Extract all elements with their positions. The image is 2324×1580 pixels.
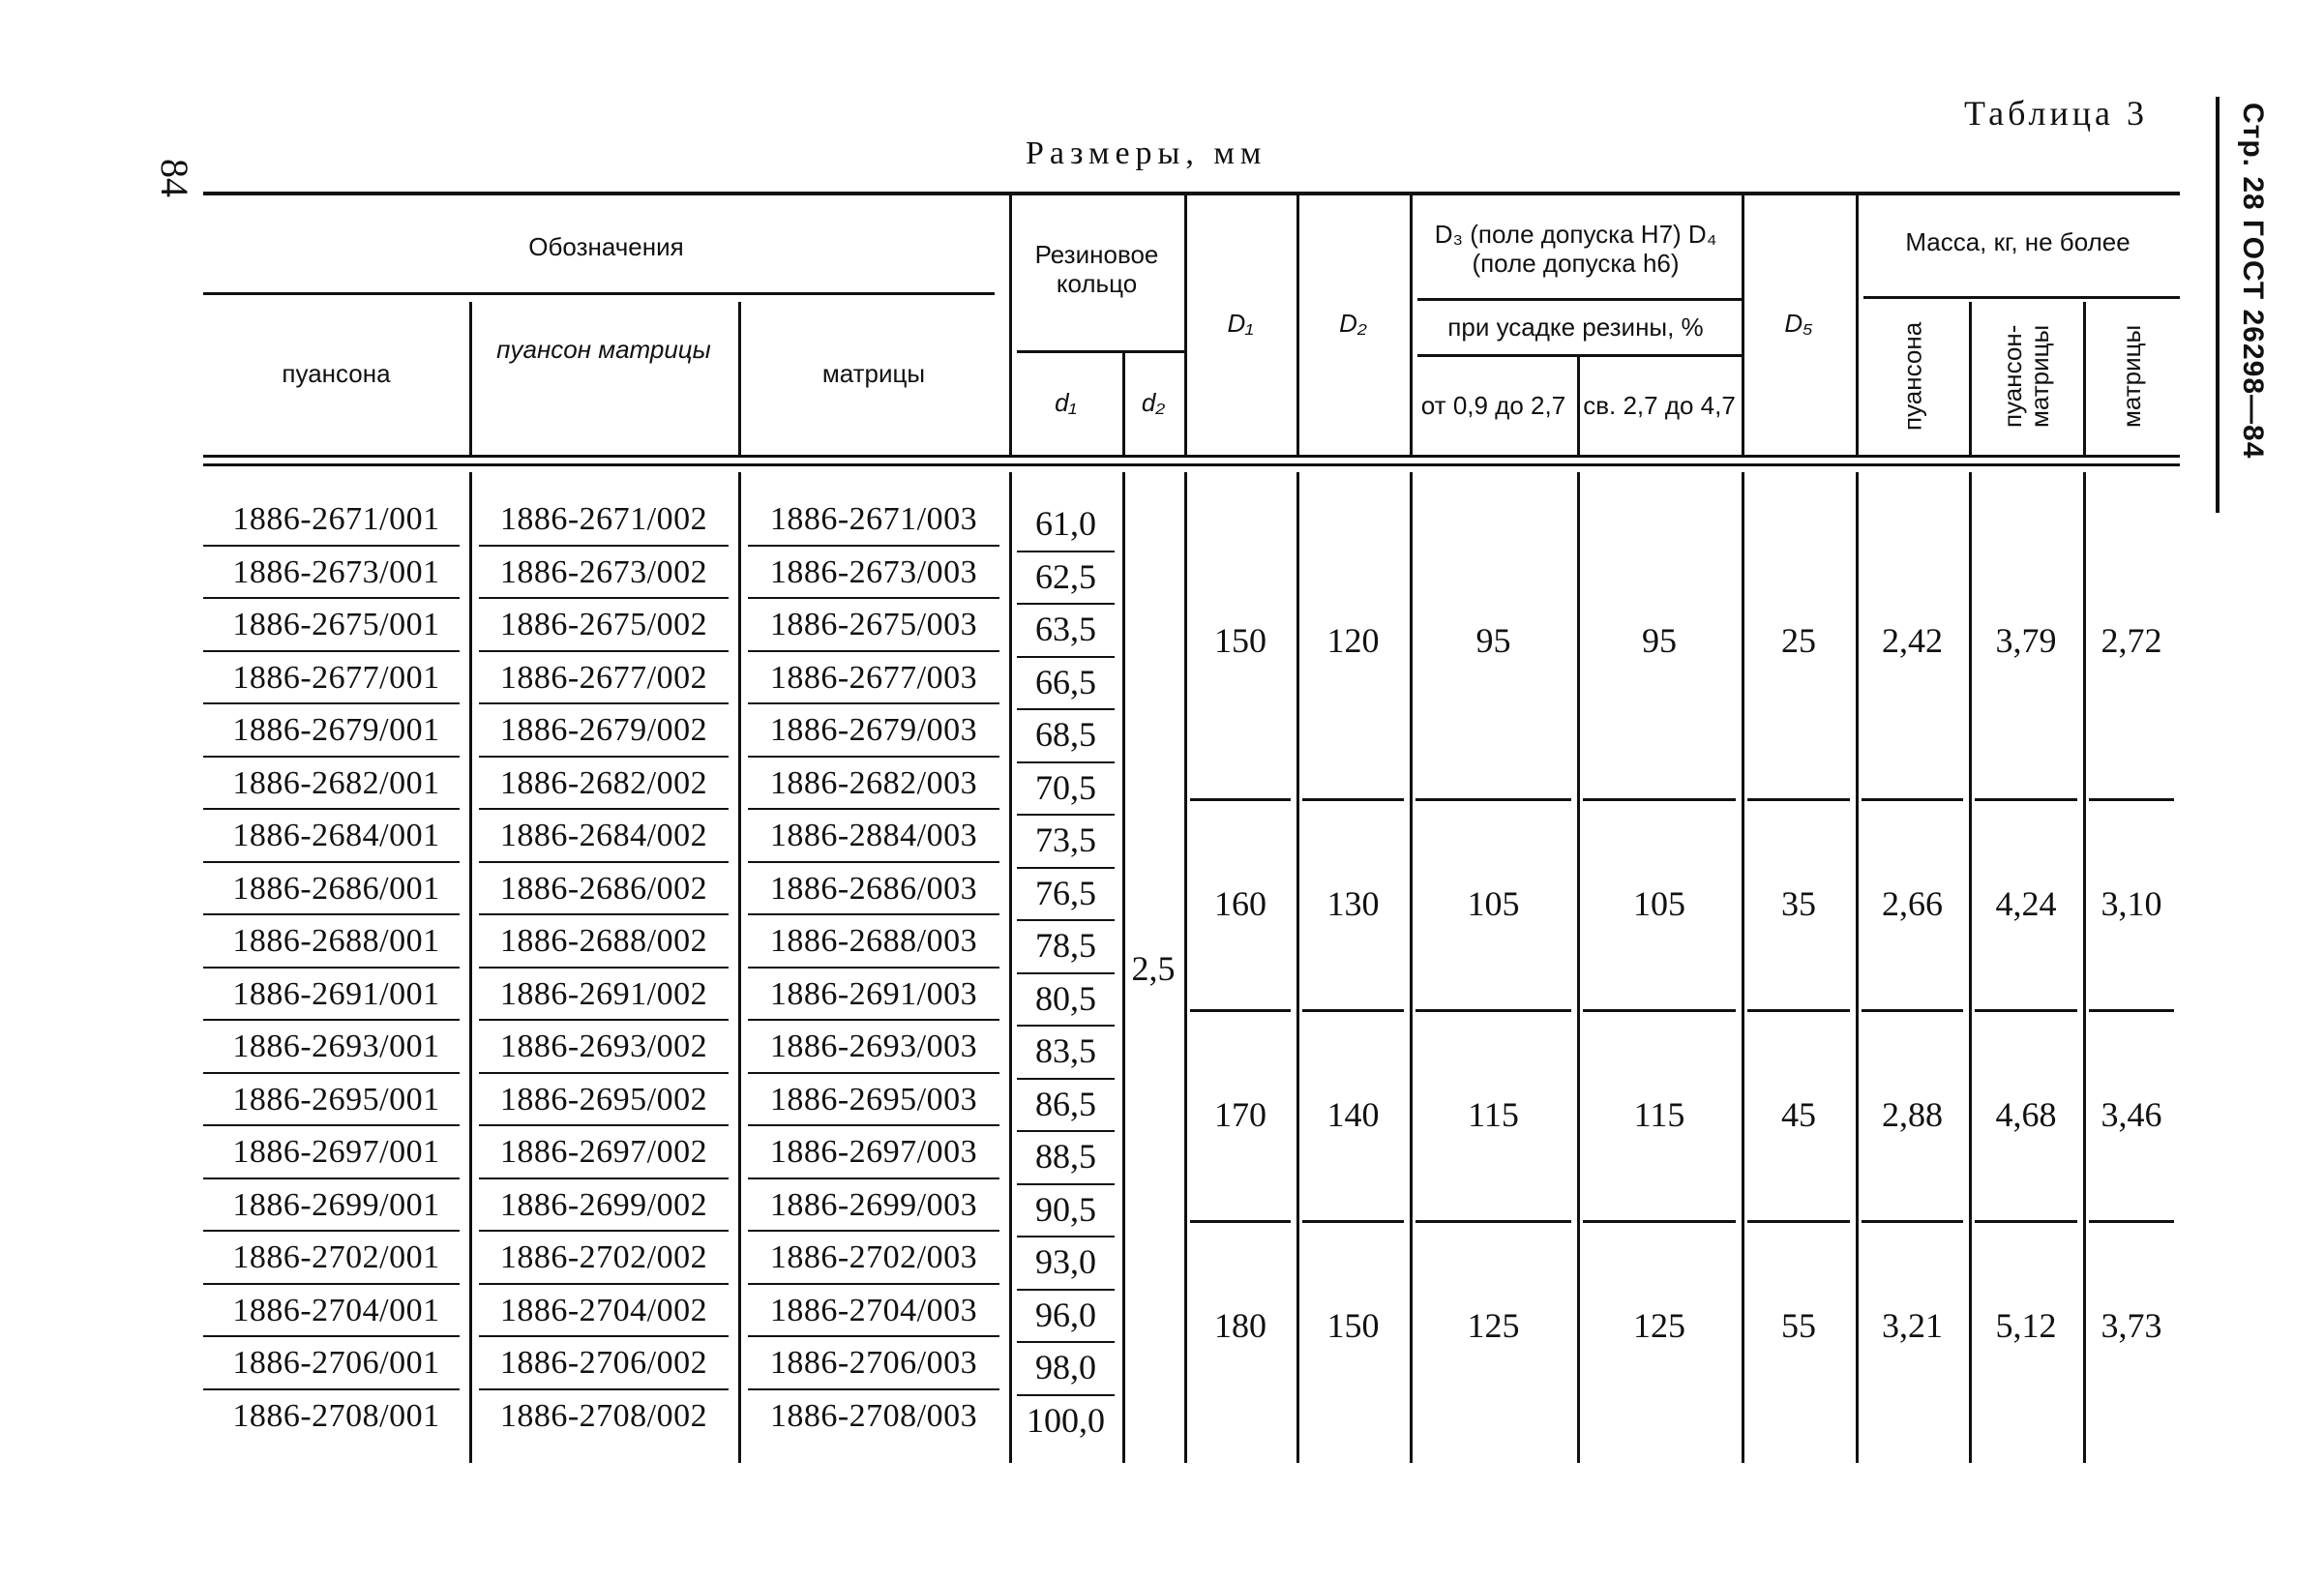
die-code: 1886-2675/003 bbox=[769, 607, 978, 643]
d1-value: 73,5 bbox=[1035, 820, 1096, 860]
mass-punch-value: 2,88 bbox=[1882, 1095, 1943, 1134]
mass-punch-die-value: 4,24 bbox=[1995, 884, 2057, 923]
header-D2: D₂ bbox=[1339, 309, 1367, 338]
punch-code: 1886-2704/001 bbox=[232, 1292, 440, 1328]
d1-value: 66,5 bbox=[1035, 662, 1096, 701]
header-shrinkage-from: от 0,9 до 2,7 bbox=[1420, 391, 1566, 420]
header-mass-die: матрицы bbox=[2117, 324, 2146, 429]
punch-die-code: 1886-2706/002 bbox=[499, 1345, 708, 1382]
punch-die-code: 1886-2673/002 bbox=[499, 553, 708, 590]
D3-over-value: 125 bbox=[1633, 1306, 1685, 1345]
die-code: 1886-2682/003 bbox=[769, 764, 978, 801]
punch-die-code: 1886-2677/002 bbox=[499, 659, 708, 696]
punch-die-code: 1886-2697/002 bbox=[499, 1134, 708, 1171]
D3-over-value: 105 bbox=[1633, 884, 1685, 923]
d1-value: 98,0 bbox=[1035, 1348, 1096, 1387]
d1-value: 70,5 bbox=[1035, 767, 1096, 807]
punch-die-code: 1886-2675/002 bbox=[499, 607, 708, 643]
side-header-text: Стр. 28 ГОСТ 26298—84 bbox=[2237, 103, 2269, 460]
D5-value: 35 bbox=[1781, 884, 1816, 923]
die-code: 1886-2677/003 bbox=[769, 659, 978, 696]
d1-value: 83,5 bbox=[1035, 1031, 1096, 1071]
punch-code: 1886-2691/001 bbox=[232, 975, 440, 1012]
mass-punch-die-value: 3,79 bbox=[1995, 620, 2057, 660]
D2-value: 120 bbox=[1326, 620, 1380, 660]
header-D3-D4: D₃ (поле допуска H7) D₄ (поле допуска h6) bbox=[1434, 220, 1717, 278]
header-designations: Обозначения bbox=[528, 232, 684, 261]
punch-die-code: 1886-2671/002 bbox=[499, 501, 708, 538]
d1-value: 62,5 bbox=[1035, 556, 1096, 596]
header-mass-punch: пуансона bbox=[1897, 321, 1927, 432]
punch-code: 1886-2673/001 bbox=[232, 553, 440, 590]
header-mass-punch-die: пуансон-матрицы bbox=[1998, 324, 2054, 429]
D5-value: 55 bbox=[1781, 1306, 1816, 1345]
mass-die-value: 3,46 bbox=[2101, 1095, 2162, 1134]
punch-die-code: 1886-2679/002 bbox=[499, 712, 708, 749]
punch-die-code: 1886-2688/002 bbox=[499, 923, 708, 960]
d1-value: 88,5 bbox=[1035, 1137, 1096, 1177]
punch-code: 1886-2702/001 bbox=[232, 1239, 440, 1276]
D1-value: 160 bbox=[1214, 884, 1266, 923]
header-d1: d₁ bbox=[1055, 388, 1077, 417]
punch-die-code: 1886-2704/002 bbox=[499, 1292, 708, 1328]
punch-die-code: 1886-2682/002 bbox=[499, 764, 708, 801]
punch-code: 1886-2708/001 bbox=[232, 1397, 440, 1434]
D3-from-value: 105 bbox=[1467, 884, 1520, 923]
punch-die-code: 1886-2693/002 bbox=[499, 1028, 708, 1065]
d1-value: 96,0 bbox=[1035, 1295, 1096, 1334]
d1-value: 78,5 bbox=[1035, 926, 1096, 966]
header-rubber-ring: Резиновое кольцо bbox=[1034, 240, 1159, 298]
d1-value: 61,0 bbox=[1035, 504, 1096, 544]
punch-code: 1886-2684/001 bbox=[232, 818, 440, 854]
die-code: 1886-2686/003 bbox=[769, 870, 978, 907]
punch-code: 1886-2671/001 bbox=[232, 501, 440, 538]
punch-die-code: 1886-2691/002 bbox=[499, 975, 708, 1012]
die-code: 1886-2688/003 bbox=[769, 923, 978, 960]
header-D5: D₅ bbox=[1784, 309, 1813, 338]
mass-die-value: 2,72 bbox=[2101, 620, 2162, 660]
D1-value: 180 bbox=[1214, 1306, 1266, 1345]
header-d2: d₂ bbox=[1141, 388, 1166, 417]
mass-die-value: 3,10 bbox=[2101, 884, 2162, 923]
header-bottom-rule bbox=[203, 455, 2180, 458]
D2-value: 140 bbox=[1326, 1095, 1380, 1134]
D5-value: 25 bbox=[1781, 620, 1816, 660]
die-code: 1886-2708/003 bbox=[769, 1397, 978, 1434]
die-code: 1886-2693/003 bbox=[769, 1028, 978, 1065]
mass-punch-die-value: 4,68 bbox=[1995, 1095, 2057, 1134]
D2-value: 150 bbox=[1326, 1306, 1380, 1345]
header-shrinkage: при усадке резины, % bbox=[1447, 313, 1704, 342]
die-code: 1886-2673/003 bbox=[769, 553, 978, 590]
d1-value: 86,5 bbox=[1035, 1084, 1096, 1123]
d1-value: 80,5 bbox=[1035, 978, 1096, 1018]
header-bottom-rule bbox=[203, 463, 2180, 466]
D1-value: 170 bbox=[1214, 1095, 1266, 1134]
die-code: 1886-2702/003 bbox=[769, 1239, 978, 1276]
dimensions-title: Размеры, мм bbox=[1026, 135, 1267, 171]
header-punch-die: пуансон матрицы bbox=[496, 335, 711, 364]
punch-code: 1886-2679/001 bbox=[232, 712, 440, 749]
punch-code: 1886-2675/001 bbox=[232, 607, 440, 643]
D5-value: 45 bbox=[1781, 1095, 1816, 1134]
die-code: 1886-2704/003 bbox=[769, 1292, 978, 1328]
D3-from-value: 95 bbox=[1475, 620, 1511, 660]
die-code: 1886-2699/003 bbox=[769, 1186, 978, 1223]
mass-punch-value: 3,21 bbox=[1882, 1306, 1943, 1345]
punch-code: 1886-2677/001 bbox=[232, 659, 440, 696]
punch-code: 1886-2695/001 bbox=[232, 1081, 440, 1118]
punch-die-code: 1886-2699/002 bbox=[499, 1186, 708, 1223]
d1-value: 63,5 bbox=[1035, 610, 1096, 649]
header-mass: Масса, кг, не более bbox=[1905, 227, 2130, 256]
D3-over-value: 115 bbox=[1633, 1095, 1685, 1134]
die-code: 1886-2697/003 bbox=[769, 1134, 978, 1171]
mass-punch-value: 2,66 bbox=[1882, 884, 1943, 923]
d1-value: 90,5 bbox=[1035, 1189, 1096, 1229]
punch-code: 1886-2693/001 bbox=[232, 1028, 440, 1065]
punch-die-code: 1886-2695/002 bbox=[499, 1081, 708, 1118]
die-code: 1886-2671/003 bbox=[769, 501, 978, 538]
mass-punch-die-value: 5,12 bbox=[1995, 1306, 2057, 1345]
die-code: 1886-2884/003 bbox=[769, 818, 978, 854]
punch-code: 1886-2697/001 bbox=[232, 1134, 440, 1171]
punch-die-code: 1886-2708/002 bbox=[499, 1397, 708, 1434]
d1-value: 68,5 bbox=[1035, 715, 1096, 755]
D1-value: 150 bbox=[1214, 620, 1266, 660]
header-shrinkage-over: св. 2,7 до 4,7 bbox=[1583, 391, 1736, 420]
d1-value: 76,5 bbox=[1035, 873, 1096, 912]
punch-die-code: 1886-2686/002 bbox=[499, 870, 708, 907]
punch-code: 1886-2682/001 bbox=[232, 764, 440, 801]
die-code: 1886-2691/003 bbox=[769, 975, 978, 1012]
D2-value: 130 bbox=[1326, 884, 1380, 923]
D3-from-value: 115 bbox=[1468, 1095, 1519, 1134]
punch-die-code: 1886-2684/002 bbox=[499, 818, 708, 854]
header-die: матрицы bbox=[821, 359, 926, 388]
die-code: 1886-2706/003 bbox=[769, 1345, 978, 1382]
die-code: 1886-2679/003 bbox=[769, 712, 978, 749]
die-code: 1886-2695/003 bbox=[769, 1081, 978, 1118]
punch-code: 1886-2699/001 bbox=[232, 1186, 440, 1223]
punch-code: 1886-2706/001 bbox=[232, 1345, 440, 1382]
table-label: Таблица 3 bbox=[1964, 94, 2148, 133]
D3-from-value: 125 bbox=[1467, 1306, 1520, 1345]
punch-die-code: 1886-2702/002 bbox=[499, 1239, 708, 1276]
mass-die-value: 3,73 bbox=[2101, 1306, 2162, 1345]
d1-value: 100,0 bbox=[1027, 1400, 1105, 1440]
header-D1: D₁ bbox=[1227, 309, 1254, 338]
D3-over-value: 95 bbox=[1642, 620, 1677, 660]
d2-value: 2,5 bbox=[1131, 948, 1176, 988]
punch-code: 1886-2688/001 bbox=[232, 923, 440, 960]
page-number: 84 bbox=[153, 159, 196, 197]
header-punch: пуансона bbox=[282, 359, 391, 388]
mass-punch-value: 2,42 bbox=[1882, 620, 1943, 660]
d1-value: 93,0 bbox=[1035, 1242, 1096, 1282]
punch-code: 1886-2686/001 bbox=[232, 870, 440, 907]
